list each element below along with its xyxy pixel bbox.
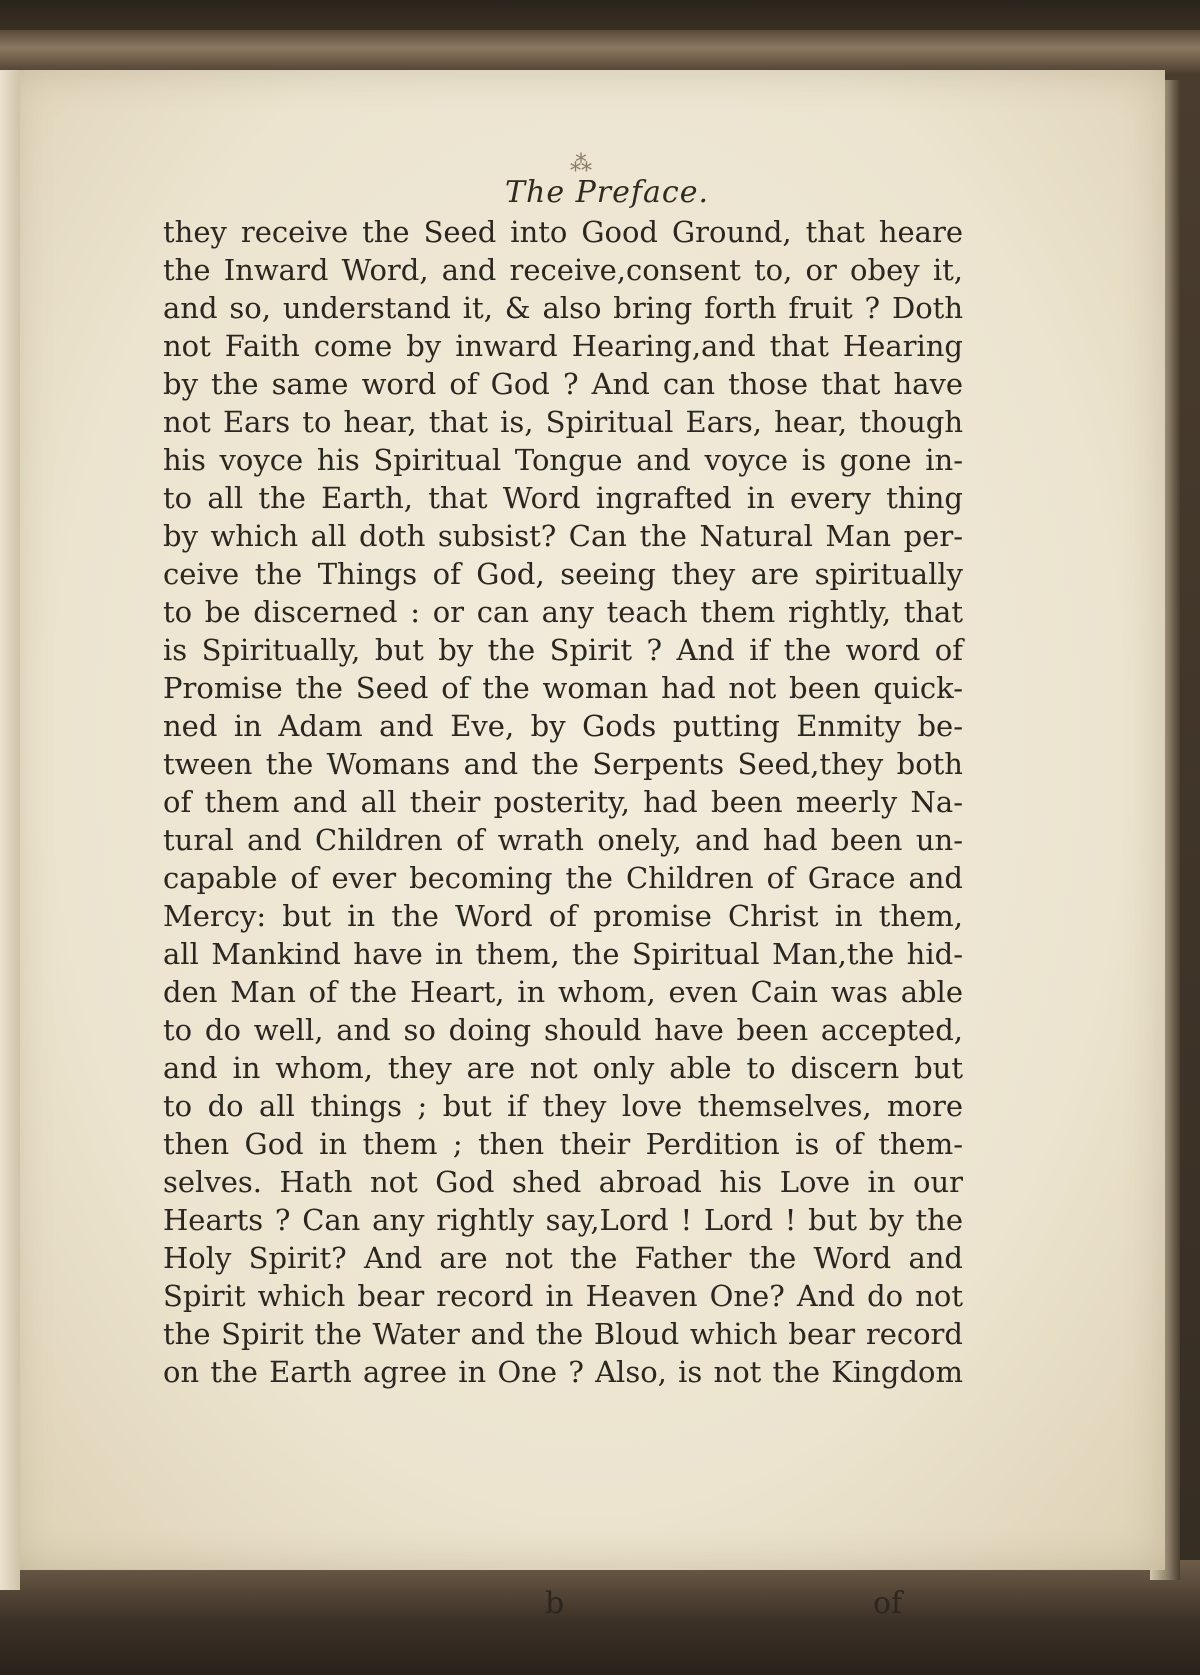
text-line: ned in Adam and Eve, by Gods putting Enmity be- bbox=[163, 709, 963, 743]
ink-speck-mark: ⁂ bbox=[570, 152, 592, 177]
binding-gutter bbox=[0, 70, 20, 1590]
text-line: and in whom, they are not only able to discern but bbox=[163, 1051, 963, 1085]
text-line: on the Earth agree in One ? Also, is not the Kingdom bbox=[163, 1355, 963, 1389]
signature-mark: b bbox=[545, 1586, 565, 1621]
text-line: then God in them ; then their Perdition is of them- bbox=[163, 1127, 963, 1161]
text-line: is Spiritually, but by the Spirit ? And if the word of bbox=[163, 633, 963, 667]
text-line: and so, understand it, & also bring forth fruit ? Doth bbox=[163, 291, 963, 325]
cover-board-top bbox=[0, 30, 1200, 75]
text-line: Holy Spirit? And are not the Father the Word and bbox=[163, 1241, 963, 1275]
text-line: Hearts ? Can any rightly say,Lord ! Lord ! but by the bbox=[163, 1203, 963, 1237]
text-line: not Faith come by inward Hearing,and that Hearing bbox=[163, 329, 963, 363]
cover-board-bottom bbox=[0, 1560, 1200, 1675]
text-line: by which all doth subsist? Can the Natural Man per- bbox=[163, 519, 963, 553]
text-line: tween the Womans and the Serpents Seed,they both bbox=[163, 747, 963, 781]
text-block bbox=[163, 213, 963, 1391]
text-line: den Man of the Heart, in whom, even Cain was able bbox=[163, 975, 963, 1009]
text-line: to do all things ; but if they love themselves, more bbox=[163, 1089, 963, 1123]
text-line: to all the Earth, that Word ingrafted in every thing bbox=[163, 481, 963, 515]
text-line: ceive the Things of God, seeing they are spiritually bbox=[163, 557, 963, 591]
text-line: Mercy: but in the Word of promise Christ in them, bbox=[163, 899, 963, 933]
text-line: selves. Hath not God shed abroad his Love in our bbox=[163, 1165, 963, 1199]
text-line: Promise the Seed of the woman had not been quick- bbox=[163, 671, 963, 705]
running-header: The Preface. bbox=[505, 175, 709, 210]
text-line: not Ears to hear, that is, Spiritual Ears, hear, though bbox=[163, 405, 963, 439]
catchword: of bbox=[873, 1586, 903, 1621]
text-line: of them and all their posterity, had been meerly Na- bbox=[163, 785, 963, 819]
text-line: tural and Children of wrath onely, and had been un- bbox=[163, 823, 963, 857]
text-line: to be discerned : or can any teach them rightly, that bbox=[163, 595, 963, 629]
text-line: to do well, and so doing should have been accepted, bbox=[163, 1013, 963, 1047]
text-line: capable of ever becoming the Children of Grace and bbox=[163, 861, 963, 895]
text-line: his voyce his Spiritual Tongue and voyce is gone in- bbox=[163, 443, 963, 477]
text-line: they receive the Seed into Good Ground, that heare bbox=[163, 215, 963, 249]
text-line: the Inward Word, and receive,consent to, or obey it, bbox=[163, 253, 963, 287]
text-line: Spirit which bear record in Heaven One? And do not bbox=[163, 1279, 963, 1313]
text-line: all Mankind have in them, the Spiritual Man,the hid- bbox=[163, 937, 963, 971]
text-line: the Spirit the Water and the Bloud which bear record bbox=[163, 1317, 963, 1351]
text-line: by the same word of God ? And can those that have bbox=[163, 367, 963, 401]
